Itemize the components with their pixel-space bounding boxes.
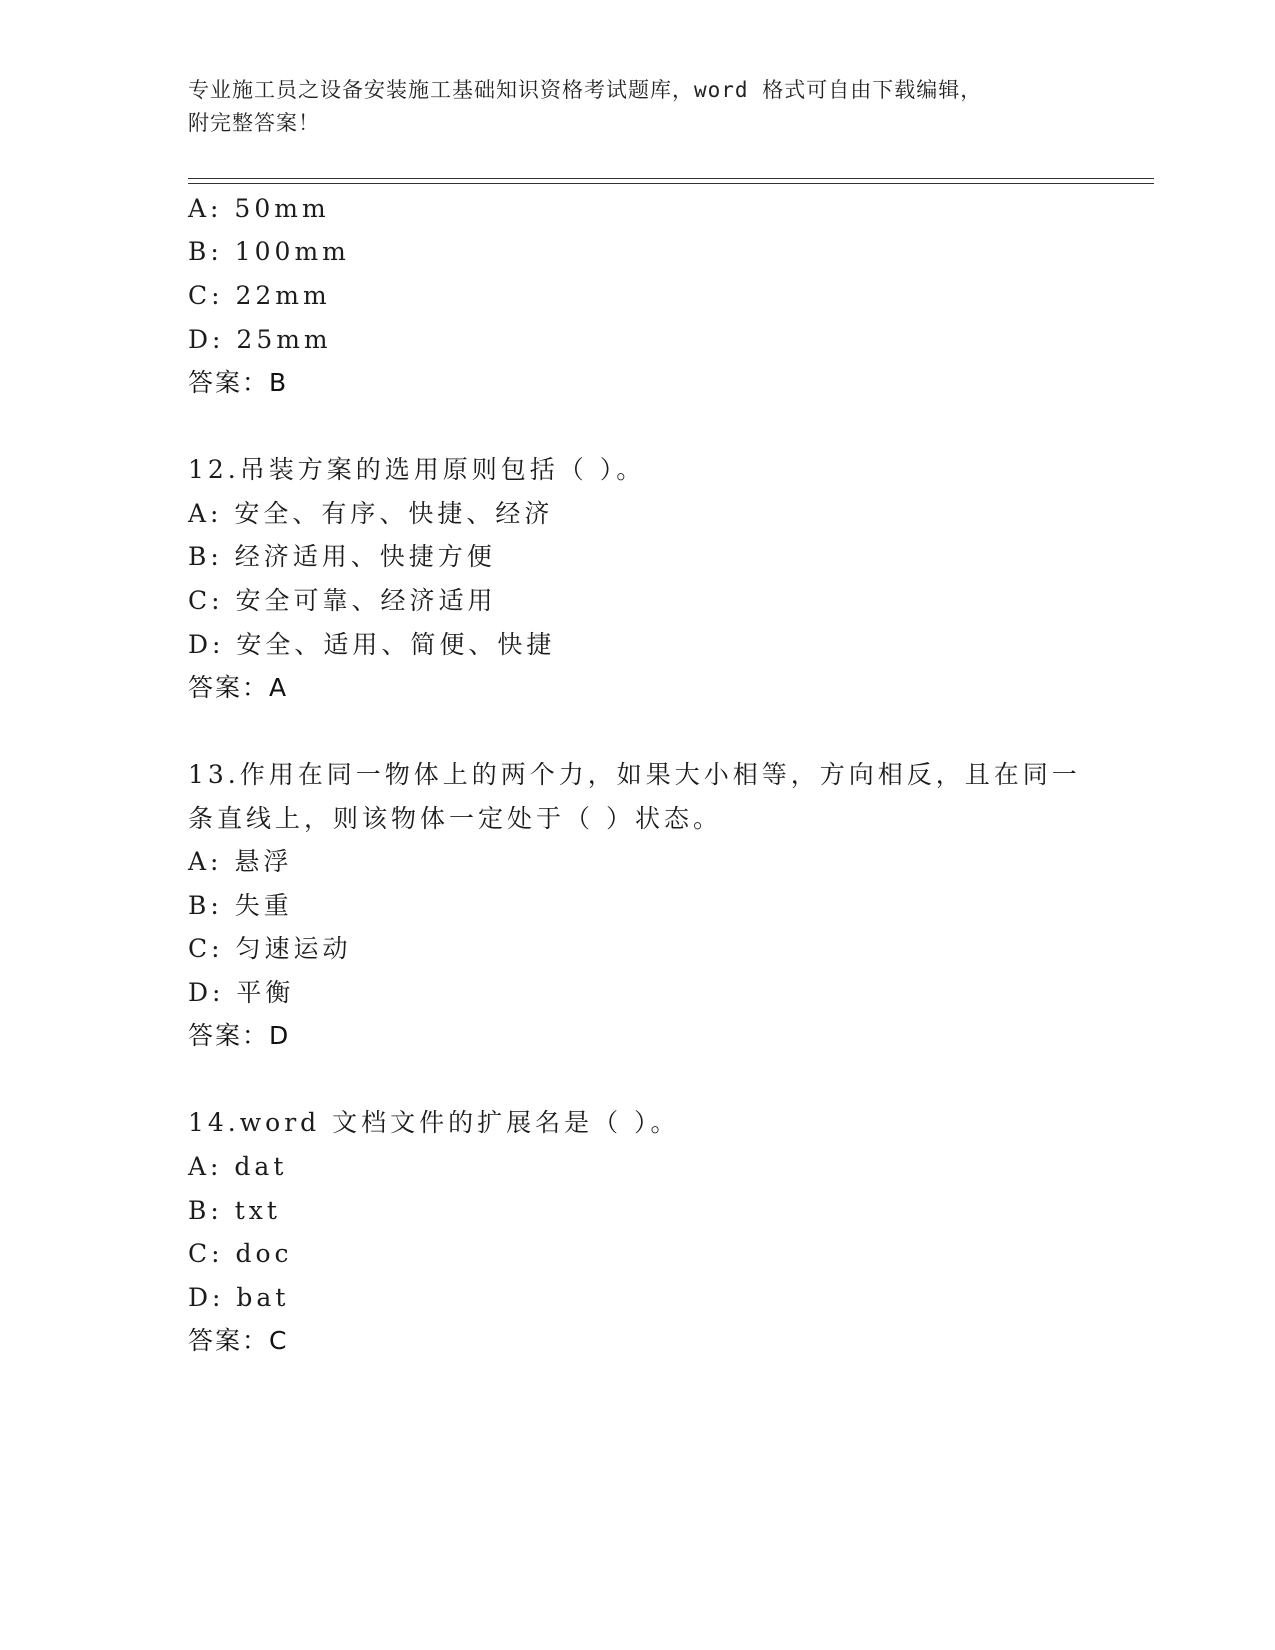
header-line-2: 附完整答案！ — [188, 111, 320, 135]
answer: 答案：C — [188, 1326, 289, 1355]
header-divider-bottom — [188, 183, 1154, 184]
option-b: B: 失重 — [188, 891, 293, 920]
answer: 答案：A — [188, 673, 289, 702]
option-c: C: 匀速运动 — [188, 934, 352, 963]
option-c: C: 22mm — [188, 281, 331, 310]
question-text-line-1: 13.作用在同一物体上的两个力，如果大小相等，方向相反，且在同一 — [188, 760, 1081, 789]
document-header — [188, 74, 1088, 140]
option-b: B: 100mm — [188, 237, 350, 266]
answer: 答案：B — [188, 368, 289, 397]
option-d: D: 安全、适用、简便、快捷 — [188, 630, 556, 659]
option-b: B: 经济适用、快捷方便 — [188, 542, 496, 571]
question-text: 14.word 文档文件的扩展名是（ ）。 — [188, 1108, 680, 1137]
option-d: D: 平衡 — [188, 978, 295, 1007]
question-text: 12.吊装方案的选用原则包括（ ）。 — [188, 455, 646, 484]
header-divider-top — [188, 178, 1154, 179]
header-line-1: 专业施工员之设备安装施工基础知识资格考试题库，word 格式可自由下载编辑， — [188, 78, 983, 102]
option-d: D: bat — [188, 1283, 290, 1312]
option-a: A: 安全、有序、快捷、经济 — [188, 499, 554, 528]
option-d: D: 25mm — [188, 325, 332, 354]
option-a: A: 悬浮 — [188, 847, 293, 876]
option-c: C: doc — [188, 1239, 293, 1268]
question-text-line-2: 条直线上，则该物体一定处于（ ）状态。 — [188, 804, 722, 833]
option-a: A: 50mm — [188, 194, 330, 223]
option-b: B: txt — [188, 1196, 281, 1225]
answer: 答案：D — [188, 1021, 291, 1050]
option-c: C: 安全可靠、经济适用 — [188, 586, 497, 615]
option-a: A: dat — [188, 1152, 288, 1181]
